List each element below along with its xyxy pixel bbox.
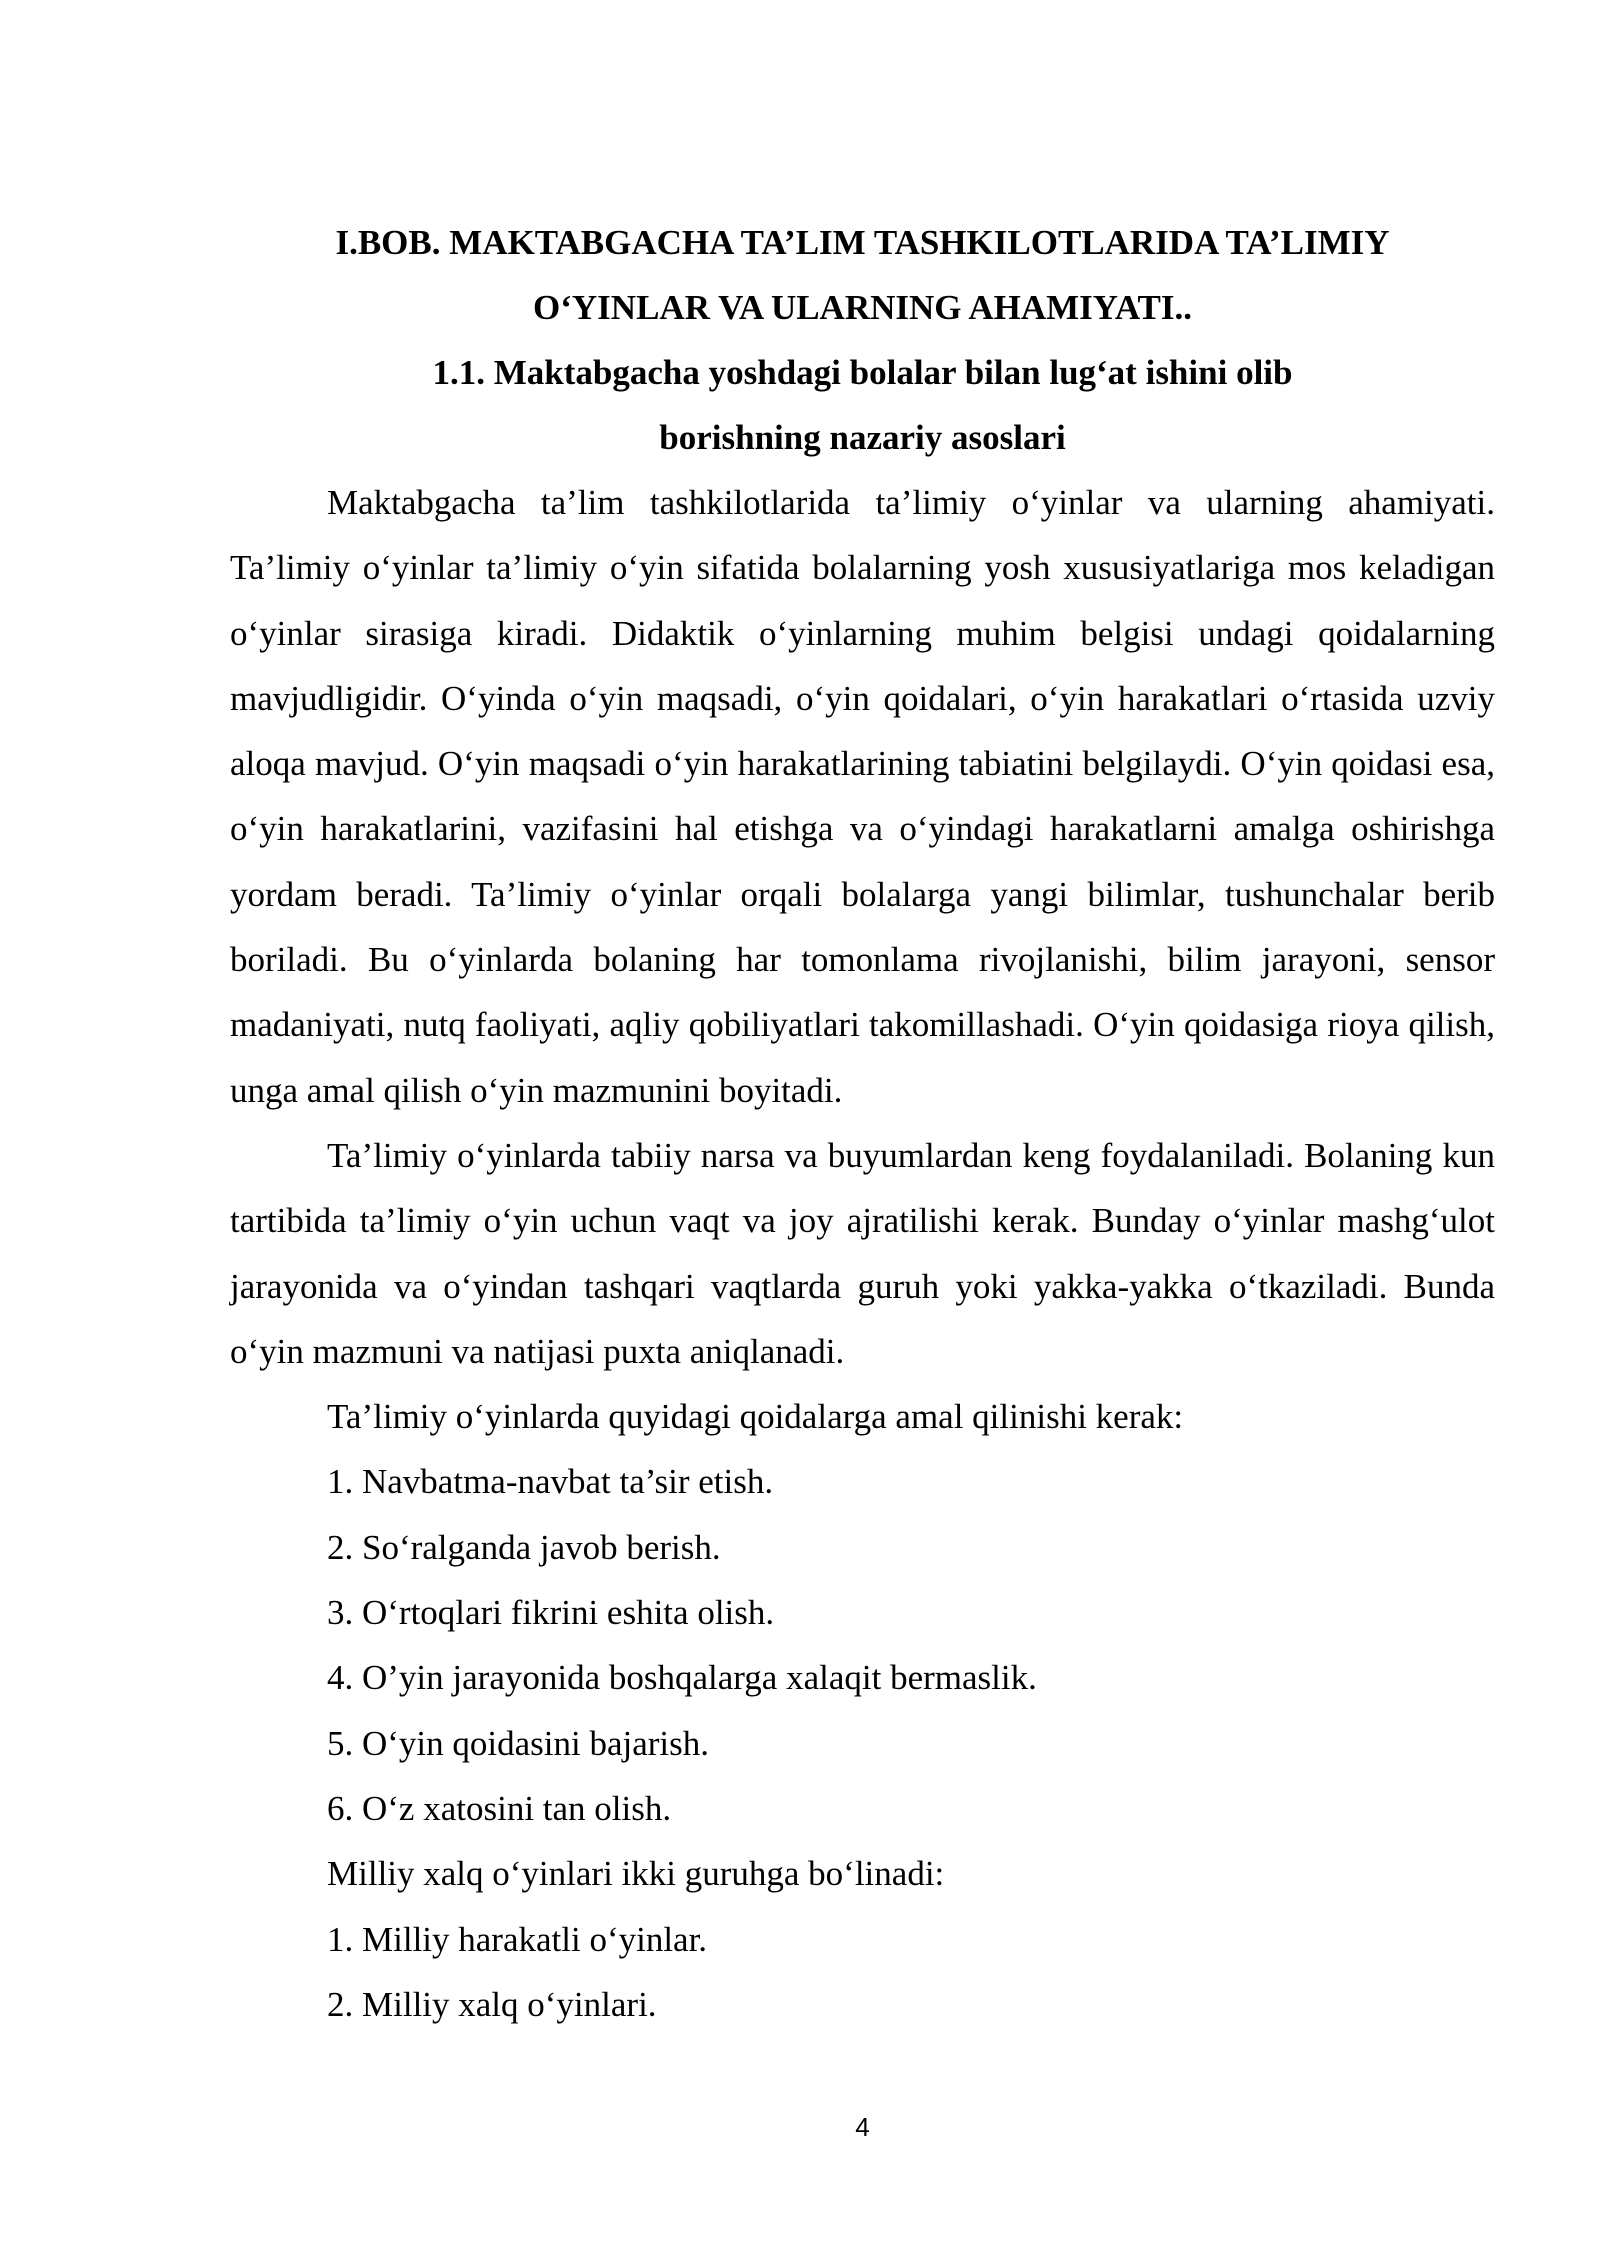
game-item: 2. Milliy xalq o‘yinlari.	[327, 1984, 657, 2024]
rule-item: 4. O’yin jarayonida boshqalarga xalaqit bermaslik.	[327, 1658, 1037, 1698]
game-item: 1. Milliy harakatli o‘yinlar.	[327, 1919, 708, 1959]
page-number: 4	[855, 2112, 870, 2142]
games-intro: Milliy xalq o‘yinlari ikki guruhga bo‘linadi:	[327, 1854, 945, 1894]
rule-item: 6. O‘z xatosini tan olish.	[327, 1788, 672, 1828]
rule-item: 3. O‘rtoqlari fikrini eshita olish.	[327, 1593, 775, 1633]
rules-intro: Ta’limiy o‘yinlarda quyidagi qoidalarga amal qilinishi kerak:	[327, 1397, 1184, 1437]
chapter-title-line-2: O‘YINLAR VA ULARNING AHAMIYATI..	[533, 288, 1192, 327]
rule-item: 5. O‘yin qoidasini bajarish.	[327, 1723, 710, 1763]
document-page	[230, 210, 1495, 2037]
body-paragraph: Maktabgacha ta’lim tashkilotlarida ta’limiy o‘yinlar va ularning ahamiyati. Ta’limiy o‘yinlar ta’limiy o‘yin sifatida bolalarning yosh xususiyatlariga mos keladigan o‘yinlar sirasiga kiradi. Didaktik o‘yinlarning muhim belgisi undagi qoidalarning mavjudligidir. O‘yinda o‘yin maqsadi, o‘yin qoidalari, o‘yin harakatlari o‘rtasida uzviy aloqa mavjud. O‘yin maqsadi o‘yin harakatlarining tabiatini belgilaydi. O‘yin qoidasi esa, o‘yin harakatlarini, vazifasini hal etishga va o‘yindagi harakatlarni amalga oshirishga yordam beradi. Ta’limiy o‘yinlar orqali bolalarga yangi bilimlar, tushunchalar berib boriladi. Bu o‘yinlarda bolaning har tomonlama rivojlanishi, bilim jarayoni, sensor madaniyati, nutq faoliyati, aqliy qobiliyatlari takomillashadi. O‘yin qoidasiga rioya qilish, unga amal qilish o‘yin mazmunini boyitadi.	[230, 483, 1495, 1110]
section-title-line-1: 1.1. Maktabgacha yoshdagi bolalar bilan lug‘at ishini olib	[432, 353, 1293, 392]
rule-item: 1. Navbatma-navbat ta’sir etish.	[327, 1462, 774, 1502]
chapter-title-line-1: I.BOB. MAKTABGACHA TA’LIM TASHKILOTLARIDA TA’LIMIY	[335, 223, 1390, 262]
body-paragraph: Ta’limiy o‘yinlarda tabiiy narsa va buyumlardan keng foydalaniladi. Bolaning kun tartibida ta’limiy o‘yin uchun vaqt va joy ajratilishi kerak. Bunday o‘yinlar mashg‘ulot jarayonida va o‘yindan tashqari vaqtlarda guruh yoki yakka-yakka o‘tkaziladi. Bunda o‘yin mazmuni va natijasi puxta aniqlanadi.	[230, 1135, 1495, 1371]
section-title-line-2: borishning nazariy asoslari	[659, 418, 1066, 457]
rule-item: 2. So‘ralganda javob berish.	[327, 1527, 721, 1567]
